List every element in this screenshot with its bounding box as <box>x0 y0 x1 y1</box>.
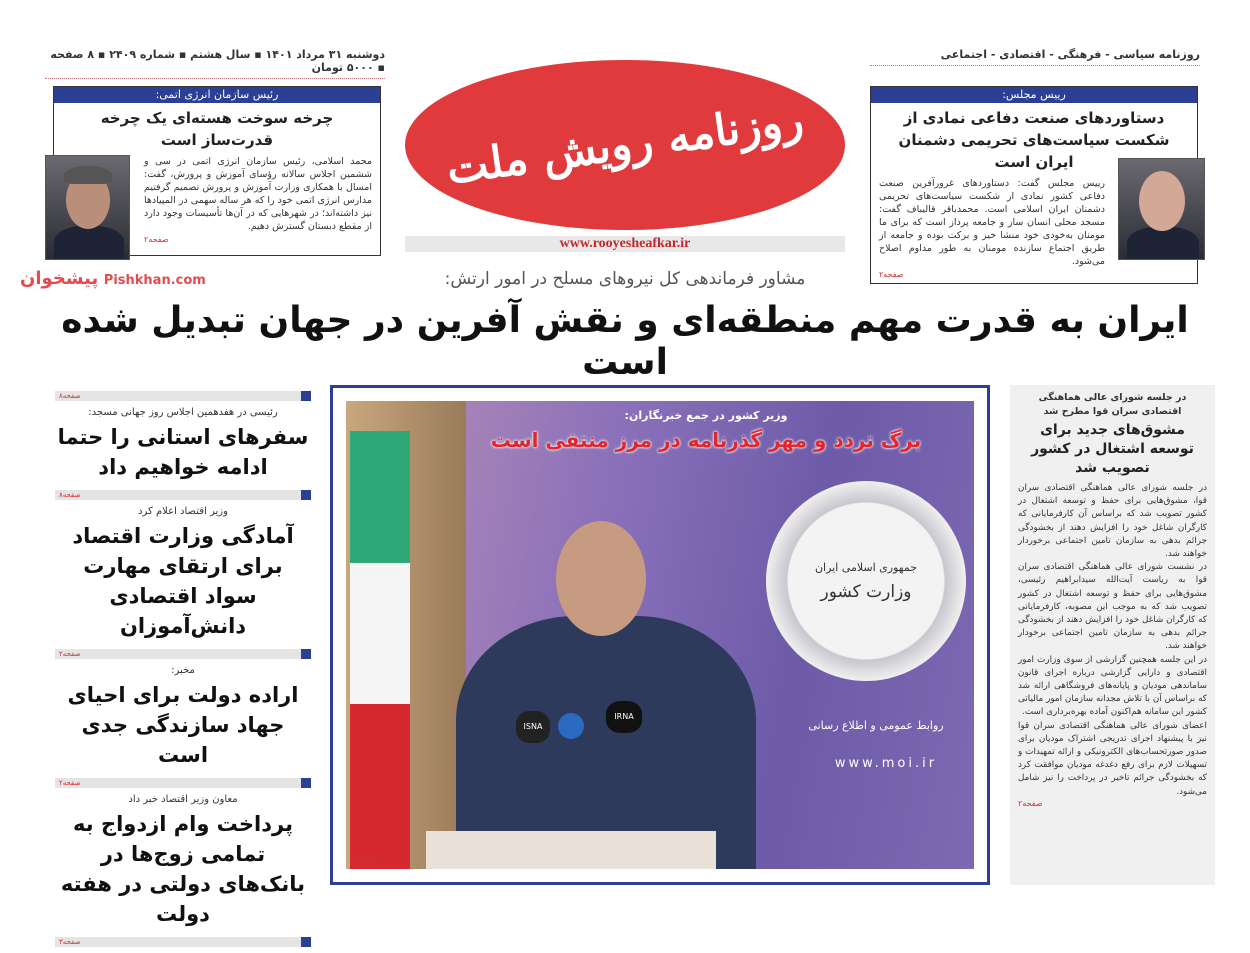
story-headline: پرداخت وام ازدواج به تمامی زوج‌ها در بانک‌های دولتی در هفته دولت <box>60 812 306 926</box>
emblem-text: جمهوری اسلامی ایران <box>814 561 918 574</box>
left-box-band: رئیس سازمان انرژی اتمی: <box>54 87 380 103</box>
right-column <box>1010 385 1215 885</box>
main-kicker: مشاور فرماندهی کل نیروهای مسلح در امور ارتش: <box>444 269 806 289</box>
story-headline: آمادگی وزارت اقتصاد برای ارتقای مهارت سواد اقتصادی دانش‌آموزان <box>72 524 294 638</box>
page-ref: صفحه۸ <box>59 392 81 400</box>
ministry-emblem <box>766 481 966 681</box>
podium <box>426 831 716 869</box>
left-box-headline: چرخه سوخت هسته‌ای یک چرخه قدرت‌ساز است <box>100 109 334 149</box>
story-kicker: معاون وزیر اقتصاد خبر داد <box>128 794 238 805</box>
paragraph: در جلسه شورای عالی هماهنگی اقتصادی سران قوا، مشوق‌هایی برای حفظ و توسعه اشتغال در کشور تصویب شد که براساس آن کارفرمایانی که کارگران شاغل خود را افزایش دهند از بخشودگی جرائم بدهی به سازمان تامین اجتماعی برخوردار خواهند شد. <box>1018 483 1207 560</box>
story-kicker: مخبر: <box>171 665 195 676</box>
issue-info: دوشنبه ۳۱ مرداد ۱۴۰۱ ▪ سال هشتم ▪ شماره ۲۴۰۹ ▪ ۸ صفحه ▪ ۵۰۰۰ تومان <box>45 48 385 79</box>
tagline: روزنامه سیاسی - فرهنگی - اقتصادی - اجتماعی <box>870 48 1200 66</box>
mic-irna: IRNA <box>606 701 642 733</box>
story-headline: سفرهای استانی را حتما ادامه خواهیم داد <box>57 425 309 479</box>
mic-isna: ISNA <box>516 711 550 743</box>
watermark <box>20 268 206 289</box>
page-ref: صفحه۳ <box>59 938 81 946</box>
paragraph: اعضای شورای عالی هماهنگی اقتصادی سران قوا نیز با پیشنهاد اجرای تدریجی اشتراک مودیان برای صدور صورتحساب‌های الکترونیکی و ارائه تمهیدات و تسهیلات لازم برای رفع دغدغه مودیان موافقت کرد که بخشودگی جرائم تاخیر در پرداخت را نیز شامل می‌شود. <box>1018 720 1207 797</box>
website-link[interactable]: www.rooyesheafkar.ir <box>405 236 845 252</box>
page-ref: صفحه۲ <box>59 779 81 787</box>
page-ref: صفحه۸ <box>59 491 81 499</box>
story-kicker: وزیر اقتصاد اعلام کرد <box>138 506 228 517</box>
watermark-en: Pishkhan.com <box>103 273 206 288</box>
photo-headline: برگ تردد و مهر گذرنامه در مرز منتفی است <box>490 428 922 452</box>
page-ref: صفحه۲ <box>1018 798 1043 808</box>
emblem-text: وزارت کشور <box>820 582 912 602</box>
page-ref: صفحه۲ <box>144 235 169 244</box>
page-ref: صفحه۲ <box>352 856 377 865</box>
page-ref: صفحه۲ <box>879 270 904 279</box>
main-headline: ایران به قدرت مهم منطقه‌ای و نقش آفرین در جهان تبدیل شده است <box>61 300 1189 383</box>
left-column <box>55 385 311 953</box>
story-headline: اراده دولت برای احیای جهاد سازندگی جدی است <box>67 683 299 767</box>
paragraph: در این جلسه همچنین گزارشی از سوی وزارت امور اقتصادی و دارایی گزارشی درباره اجرای قانون ساماندهی مودیان و پایانه‌های فروشگاهی ارائه شد که براساس آن با تلاش مجدانه سازمان امور مالیاتی کشور این سامانه هم‌اکنون آماده بهره‌برداری است. <box>1018 654 1207 718</box>
moi-site: www.moi.ir <box>834 756 938 771</box>
paragraph: در نشست شورای عالی هماهنگی اقتصادی سران قوا به ریاست آیت‌الله سیدابراهیم رئیسی، مشوق‌هایی برای حفظ و توسعه اشتغال در کشور تصویب شد که به موجب این مصوبه، کارفرمایانی که کارگران شاغل خود را افزایش دهند از بخشودگی جرائم بدهی به سازمان تامین اجتماعی برخودار خواهند شد. <box>1018 562 1207 652</box>
story-kicker: رئیسی در هفدهمین اجلاس روز جهانی مسجد: <box>88 407 278 418</box>
right-box-headline: دستاوردهای صنعت دفاعی نمادی از شکست سیاست‌های تحریمی دشمنان ایران است <box>898 109 1170 171</box>
right-box-body: رییس مجلس گفت: دستاوردهای غرورآفرین صنعت دفاعی کشور نمادی از شکست سیاست‌های تحریمی دشمنان ایران اسلامی است. محمدباقر قالیباف گفت: مسجد محلی انسان ساز و جامعه پرداز است که برای ما مومنان به‌خودی خود منشا خیر و برکت بوده و جامعه از طریق اجتماع سازنده مومنان به طور مداوم اصلاح می‌شود. <box>879 178 1105 267</box>
logo-text: روزنامه رویش ملت <box>443 94 807 195</box>
interior-minister-photo <box>346 401 974 869</box>
center-photo-frame <box>330 385 990 885</box>
page-ref: صفحه۲ <box>59 650 81 658</box>
photo-kicker: وزیر کشور در جمع خبرنگاران: <box>624 409 788 422</box>
eslami-photo <box>45 155 130 260</box>
ghalibaf-photo <box>1118 158 1205 260</box>
speaker-face <box>556 521 646 636</box>
iran-flag <box>350 431 410 869</box>
pr-text: روابط عمومی و اطلاع رسانی <box>808 719 944 732</box>
newspaper-logo <box>405 50 845 235</box>
story-kicker: در جلسه شورای عالی هماهنگی اقتصادی سران قوا مطرح شد <box>1038 392 1187 417</box>
watermark-fa: پیشخوان <box>20 268 99 289</box>
story-headline: مشوق‌های جدید برای توسعه اشتغال در کشور تصویب شد <box>1031 422 1194 476</box>
left-box-body: محمد اسلامی، رئیس سازمان انرژی اتمی در سی و ششمین اجلاس سالانه رؤسای آموزش و پرورش، گفت: امسال با همکاری وزارت آموزش و پرورش تصمیم گرفتیم مدارس انرژی اتمی خود را که هر ساله سهمی در المپیادها نیز داشته‌اند؛ در شهرهایی که در آن‌ها تأسیسات وجود دارد از مقطع دبستان گسترش دهیم. <box>144 156 372 232</box>
right-box-band: رییس مجلس: <box>871 87 1197 103</box>
mic <box>558 713 584 739</box>
